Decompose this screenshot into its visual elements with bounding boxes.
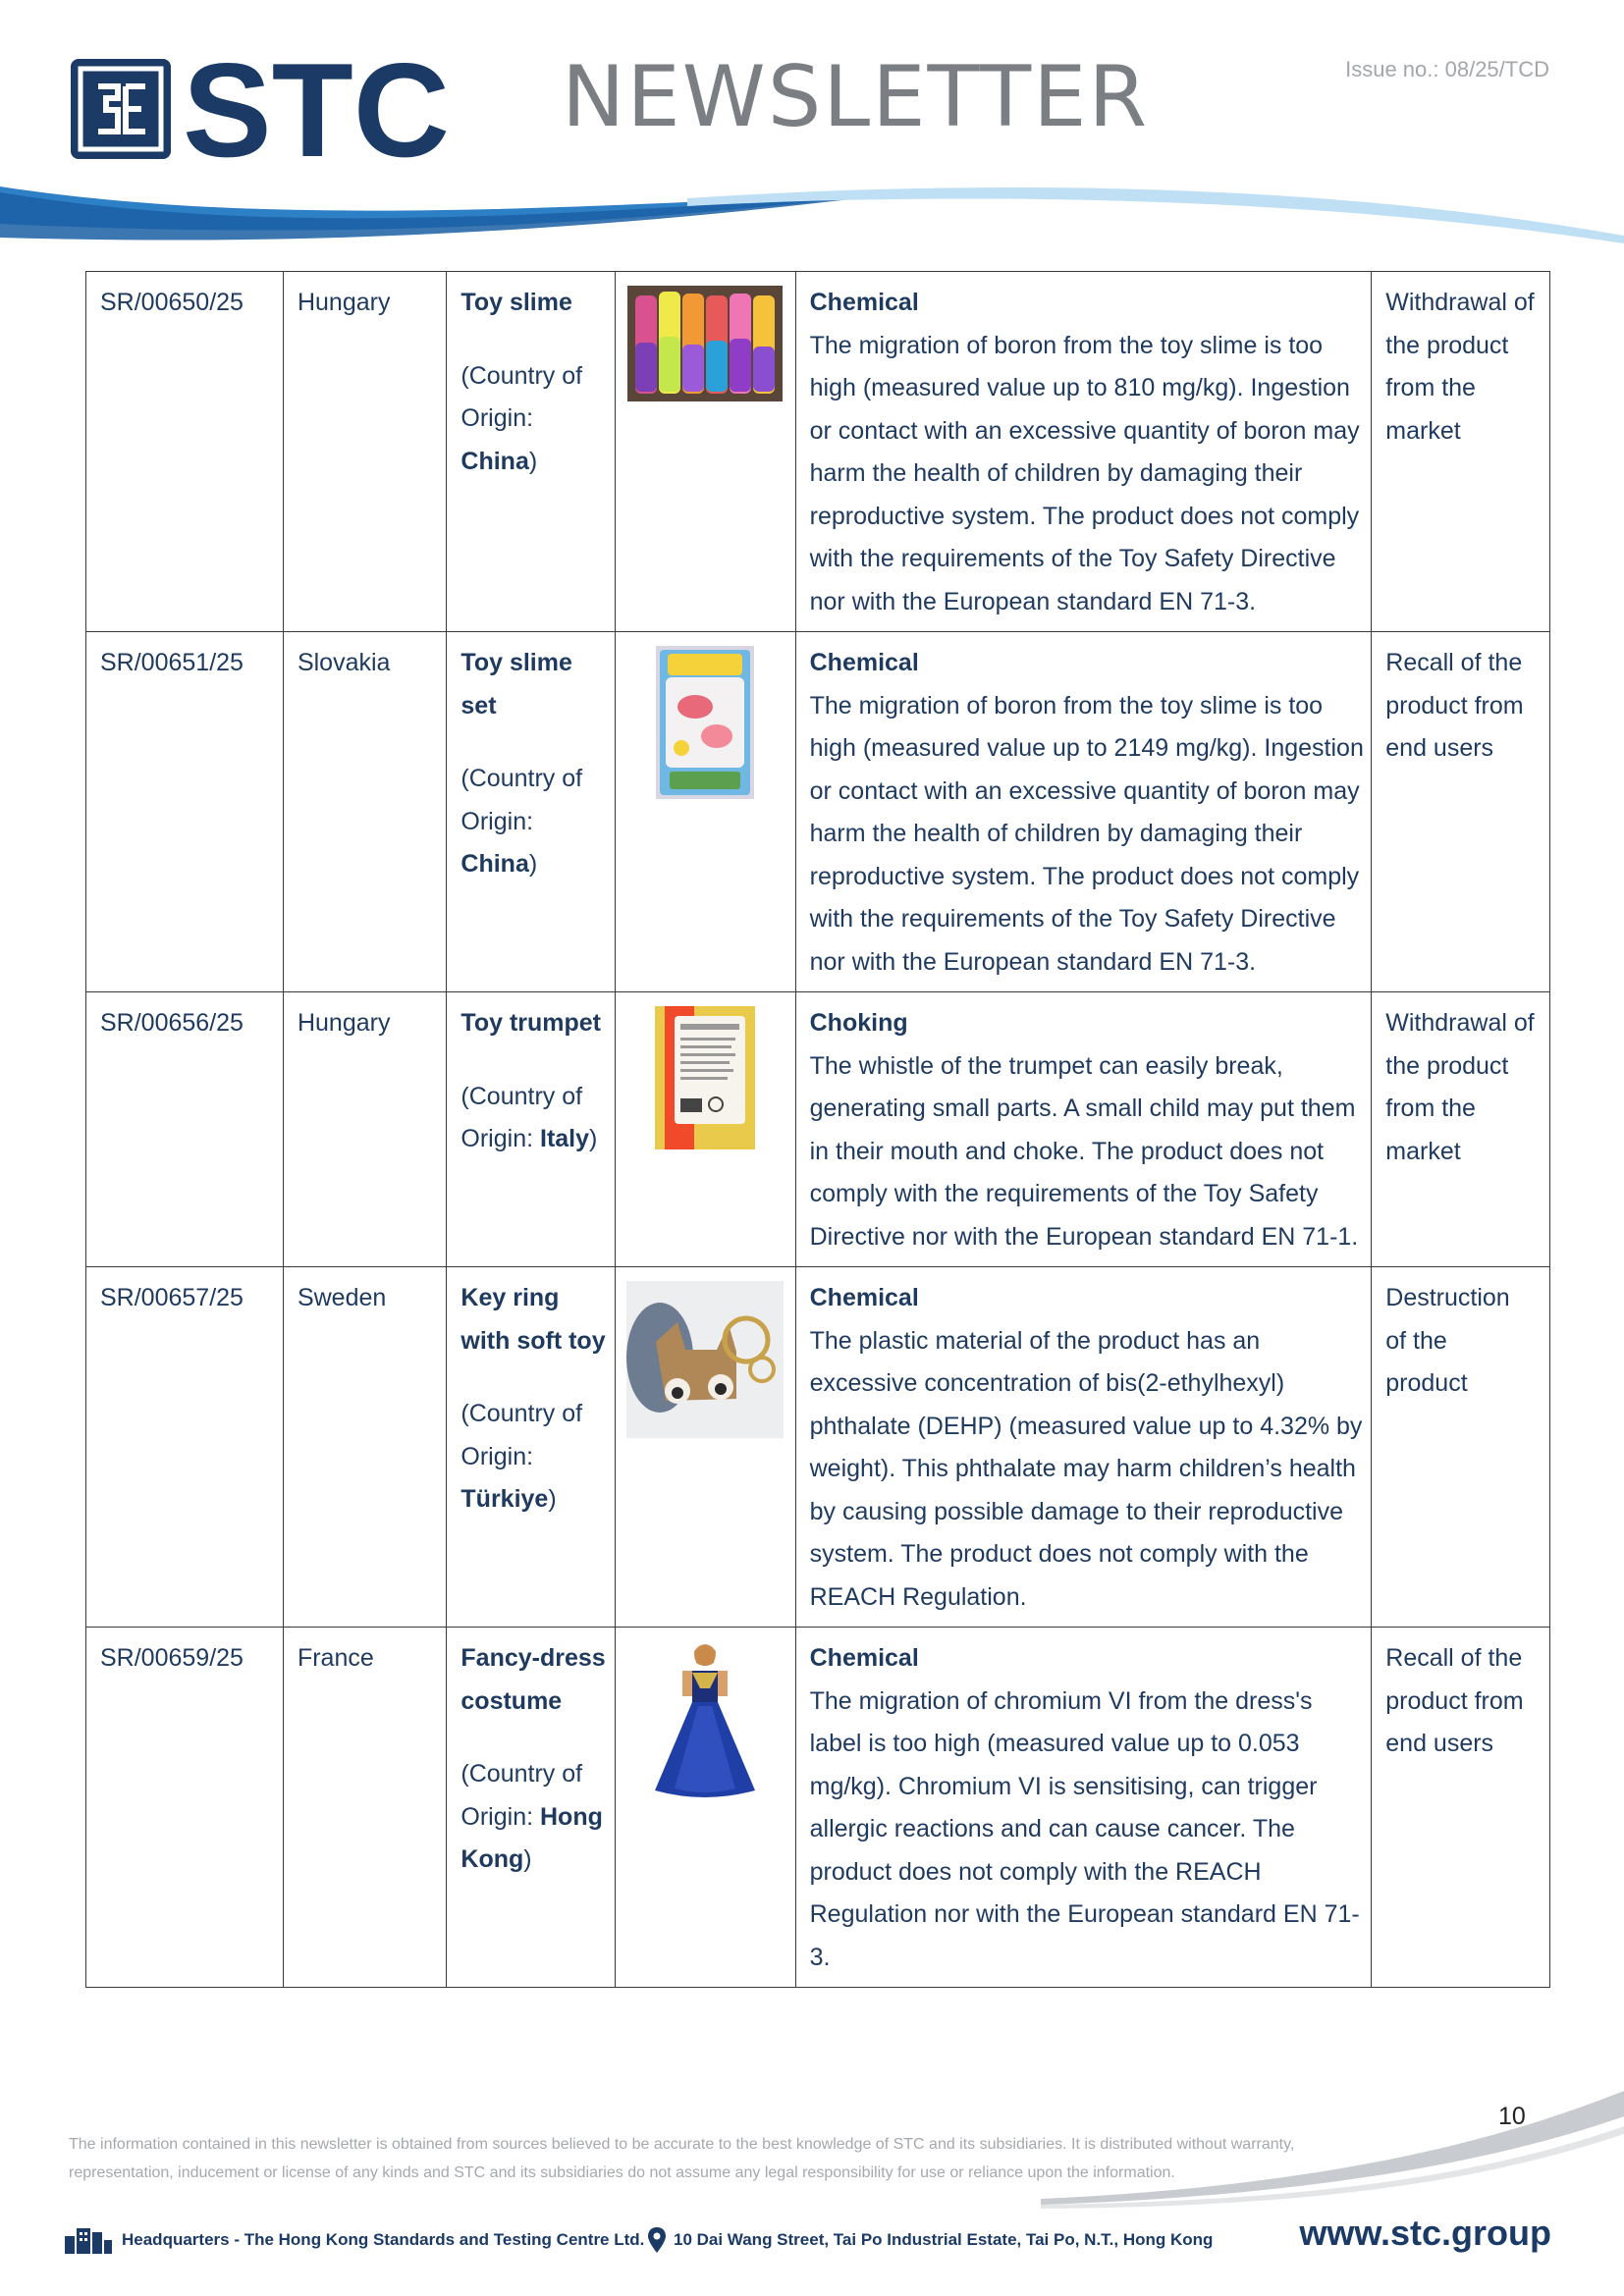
recall-table <box>85 271 1550 1988</box>
product-name: Toy slime set <box>460 649 572 720</box>
notifying-country: Sweden <box>283 1267 446 1628</box>
description-cell <box>795 992 1372 1267</box>
country-of-origin: (Country of Origin: Türkiye) <box>460 1400 583 1513</box>
product-name: Toy slime <box>460 289 572 316</box>
product-photo-cell <box>615 1628 795 1988</box>
notifying-country: Hungary <box>283 272 446 632</box>
risk-type: Chemical <box>809 1644 919 1672</box>
product-cell <box>447 632 616 992</box>
stc-logo-text: STC <box>183 35 450 185</box>
page-number: 10 <box>1498 2103 1526 2130</box>
notifying-country: Hungary <box>283 992 446 1267</box>
toy-slime-photo <box>627 286 783 401</box>
country-of-origin: (Country of Origin: Hong Kong) <box>460 1760 603 1873</box>
issue-number: Issue no.: 08/25/TCD <box>1345 57 1549 81</box>
notifying-country: France <box>283 1628 446 1988</box>
risk-description: The migration of boron from the toy slime is too high (measured value up to 810 mg/kg). Ingestion or contact with an excessive quantity of boron may harm the health of children by damaging their reproductive system. The product does not comply with the requirements of the Toy Safety Directive nor with the European standard EN 71-3. <box>809 331 1360 615</box>
fancy-dress-costume-photo <box>645 1641 765 1800</box>
risk-type: Chemical <box>809 289 919 316</box>
product-cell <box>447 272 616 632</box>
website-link[interactable]: www.stc.group <box>1299 2213 1551 2253</box>
building-icon <box>65 2226 112 2254</box>
risk-description: The whistle of the trumpet can easily break, generating small parts. A small child may put them in their mouth and choke. The product does not comply with the requirements of the Toy Safety Directive nor with the European standard EN 71-1. <box>809 1051 1359 1251</box>
risk-type: Choking <box>809 1009 908 1037</box>
country-of-origin: (Country of Origin: Italy) <box>460 1082 598 1152</box>
measures-taken: Recall of the product from end users <box>1372 632 1550 992</box>
notifying-country: Slovakia <box>283 632 446 992</box>
table-row <box>86 992 1550 1267</box>
toy-slime-set-photo <box>656 646 754 799</box>
risk-description: The migration of chromium VI from the dress's label is too high (measured value up to 0.053 mg/kg). Chromium VI is sensitising, can trigger allergic reactions and can cause cancer. The product does not comply with the REACH Regulation nor with the European standard EN 71-3. <box>809 1686 1360 1971</box>
product-cell <box>447 1628 616 1988</box>
reference-number: SR/00656/25 <box>86 992 284 1267</box>
measures-taken: Destruction of the product <box>1372 1267 1550 1628</box>
disclaimer: The information contained in this newsletter is obtained from sources believed to be accurate to the best knowledge of STC and its subsidiaries. It is distributed without warranty, representation, inducement or license of any kinds and STC and its subsidiaries do not assume any legal responsibility for use or reliance upon the information. <box>69 2136 1295 2181</box>
risk-description: The plastic material of the product has an excessive concentration of bis(2-ethylhexyl) phthalate (DEHP) (measured value up to 4.32% by weight). This phthalate may harm children’s health by causing possible damage to their reproductive system. The product does not comply with the REACH Regulation. <box>809 1326 1363 1611</box>
table-row <box>86 632 1550 992</box>
location-pin-icon <box>648 2227 666 2253</box>
risk-type: Chemical <box>809 649 919 676</box>
table-row <box>86 272 1550 632</box>
table-row <box>86 1628 1550 1988</box>
description-cell <box>795 1628 1372 1988</box>
toy-trumpet-photo <box>655 1006 755 1149</box>
product-cell <box>447 992 616 1267</box>
reference-number: SR/00657/25 <box>86 1267 284 1628</box>
country-of-origin: (Country of Origin: China) <box>460 361 583 475</box>
risk-description: The migration of boron from the toy slime is too high (measured value up to 2149 mg/kg). Ingestion or contact with an excessive quantity of boron may harm the health of children by damaging their reproductive system. The product does not comply with the requirements of the Toy Safety Directive nor with the European standard EN 71-3. <box>809 691 1364 976</box>
risk-type: Chemical <box>809 1284 919 1311</box>
product-photo-cell <box>615 272 795 632</box>
product-name: Toy trumpet <box>460 1009 601 1037</box>
measures-taken: Recall of the product from end users <box>1372 1628 1550 1988</box>
key-ring-soft-toy-photo <box>626 1281 784 1438</box>
stc-logo-badge <box>69 57 173 161</box>
description-cell <box>795 632 1372 992</box>
product-photo-cell <box>615 992 795 1267</box>
headquarters-text: Headquarters - The Hong Kong Standards and Testing Centre Ltd. <box>122 2230 645 2249</box>
address <box>648 2220 1213 2260</box>
product-name: Fancy-dress costume <box>460 1644 606 1715</box>
description-cell <box>795 1267 1372 1628</box>
product-photo-cell <box>615 1267 795 1628</box>
product-photo-cell <box>615 632 795 992</box>
headquarters <box>65 2220 644 2260</box>
address-text: 10 Dai Wang Street, Tai Po Industrial Estate, Tai Po, N.T., Hong Kong <box>674 2230 1214 2249</box>
header-swoosh <box>0 185 1624 253</box>
product-name: Key ring with soft toy <box>460 1284 606 1355</box>
reference-number: SR/00659/25 <box>86 1628 284 1988</box>
measures-taken: Withdrawal of the product from the market <box>1372 272 1550 632</box>
table-row <box>86 1267 1550 1628</box>
country-of-origin: (Country of Origin: China) <box>460 765 583 878</box>
product-cell <box>447 1267 616 1628</box>
measures-taken: Withdrawal of the product from the market <box>1372 992 1550 1267</box>
reference-number: SR/00651/25 <box>86 632 284 992</box>
description-cell <box>795 272 1372 632</box>
newsletter-title: NEWSLETTER <box>562 48 1150 146</box>
reference-number: SR/00650/25 <box>86 272 284 632</box>
